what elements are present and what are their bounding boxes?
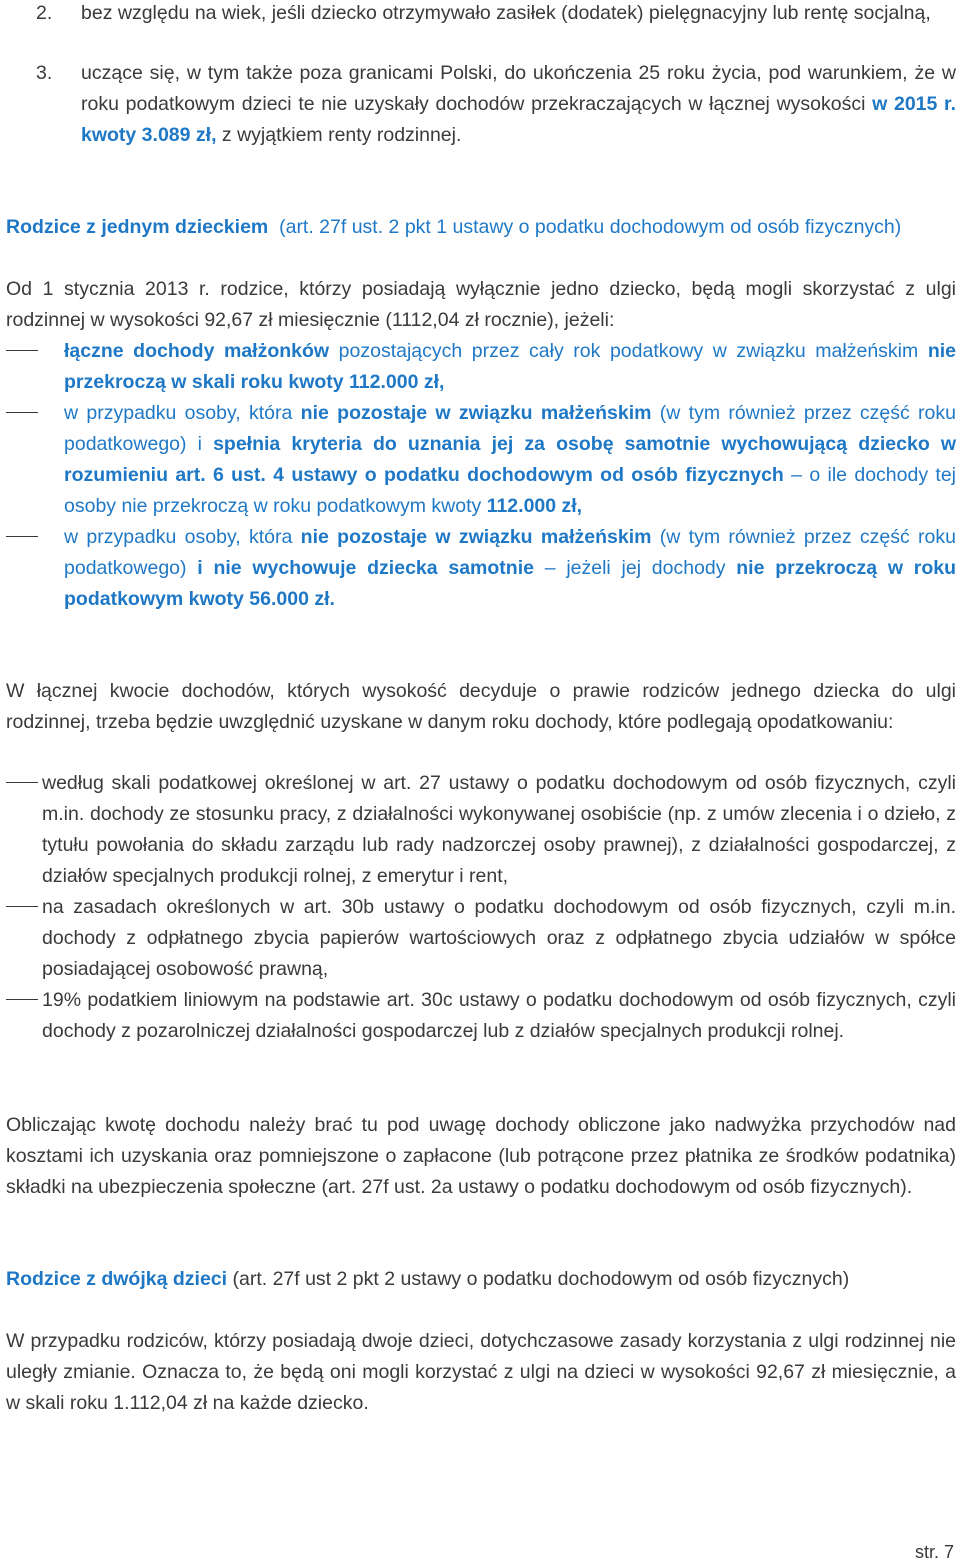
list-item-text: bez względu na wiek, jeśli dziecko otrzymywało zasiłek (dodatek) pielęgnacyjny lub rentę socjalną, (81, 2, 931, 24)
section-two-heading-block (6, 1264, 956, 1295)
section-two-body: W przypadku rodziców, którzy posiadają dwoje dzieci, dotychczasowe zasady korzystania z ulgi rodzinnej nie uległy zmianie. Oznacza to, że będą oni mogli korzystać z ulgi na dzieci w wysokości 92,67 zł miesięcznie, a w skali roku 1.112,04 zł na każde dziecko. (6, 1330, 956, 1414)
section-two-heading: Rodzice z dwójką dzieci (6, 1268, 228, 1290)
section-one-heading-block (6, 212, 956, 243)
dash-bullet-icon (6, 782, 38, 783)
income-types-list (6, 768, 956, 1047)
dash-bullet-icon (6, 536, 38, 537)
list-item-text: uczące się, w tym także poza granicami Polski, do ukończenia 25 roku życia, pod warunkiem, że w roku podatkowym dzieci te nie uzyskały dochodów przekraczających w łącznej wysokości w 2015 r. kwoty 3.089 zł, z wyjątkiem renty rodzinnej. (81, 62, 956, 146)
section-two-reference: (art. 27f ust 2 pkt 2 ustawy o podatku dochodowym od osób fizycznych) (227, 1268, 850, 1290)
condition-item: w przypadku osoby, która nie pozostaje w związku małżeńskim (w tym również przez część roku podatkowego) i nie wychowuje dziecka samotnie – jeżeli jej dochody nie przekroczą w roku podatkowym kwoty 56.000 zł. (6, 522, 956, 615)
dash-bullet-icon (6, 412, 38, 413)
list-number: 3. (36, 62, 53, 84)
income-closing: Obliczając kwotę dochodu należy brać tu pod uwagę dochody obliczone jako nadwyżka przychodów nad kosztami ich uzyskania oraz pomniejszone o zapłacone (lub potrącone przez płatnika ze środków podatnika) składki na ubezpieczenia społeczne (art. 27f ust. 2a ustawy o podatku dochodowym od osób fizycznych). (6, 1114, 956, 1198)
section-one-reference: (art. 27f ust. 2 pkt 1 ustawy o podatku dochodowym od osób fizycznych) (268, 216, 902, 238)
income-item: według skali podatkowej określonej w art. 27 ustawy o podatku dochodowym od osób fizycznych, czyli m.in. dochody ze stosunku pracy, z działalności wykonywanej osobiście (np. z umów zlecenia i o dzieło, z tytułu powołania do składu zarządu lub rady nadzorczej osoby prawnej), z działalności gospodarczej, z działów specjalnych produkcji rolnej, z emerytur i rent, (6, 768, 956, 892)
page-number: str. 7 (914, 1542, 954, 1562)
dash-bullet-icon (6, 999, 38, 1000)
section-one-heading: Rodzice z jednym dzieckiem (6, 216, 269, 238)
income-item: 19% podatkiem liniowym na podstawie art. 30c ustawy o podatku dochodowym od osób fizycznych, czyli dochody z pozarolniczej działalności gospodarczej lub z działów specjalnych produkcji rolnej. (6, 985, 956, 1047)
income-intro: W łącznej kwocie dochodów, których wysokość decyduje o prawie rodziców jednego dziecka do ulgi rodzinnej, trzeba będzie uwzględnić uzyskane w danym roku dochody, które podlegają opodatkowaniu: (6, 680, 956, 733)
dash-bullet-icon (6, 906, 38, 907)
income-item: na zasadach określonych w art. 30b ustawy o podatku dochodowym od osób fizycznych, czyli m.in. dochody z odpłatnego zbycia papierów wartościowych oraz z odpłatnego zbycia udziałów w spółce posiadającej osobowość prawną, (6, 892, 956, 985)
conditions-list (6, 336, 956, 615)
condition-item: w przypadku osoby, która nie pozostaje w związku małżeńskim (w tym również przez część roku podatkowego) i spełnia kryteria do uznania jej za osobę samotnie wychowującą dziecko w rozumieniu art. 6 ust. 4 ustawy o podatku dochodowym od osób fizycznych – o ile dochody tej osoby nie przekroczą w roku podatkowym kwoty 112.000 zł, (6, 398, 956, 522)
dash-bullet-icon (6, 350, 38, 351)
section-one-intro: Od 1 stycznia 2013 r. rodzice, którzy posiadają wyłącznie jedno dziecko, będą mogli skorzystać z ulgi rodzinnej w wysokości 92,67 zł miesięcznie (1112,04 zł rocznie), jeżeli: (6, 278, 956, 331)
condition-item: łączne dochody małżonków pozostających przez cały rok podatkowy w związku małżeńskim nie przekroczą w skali roku kwoty 112.000 zł, (6, 336, 956, 398)
income-limit-2015: w 2015 r. kwoty 3.089 zł, (81, 93, 956, 146)
list-item-3 (36, 58, 956, 151)
list-item-2 (36, 0, 956, 29)
list-number: 2. (36, 2, 53, 24)
